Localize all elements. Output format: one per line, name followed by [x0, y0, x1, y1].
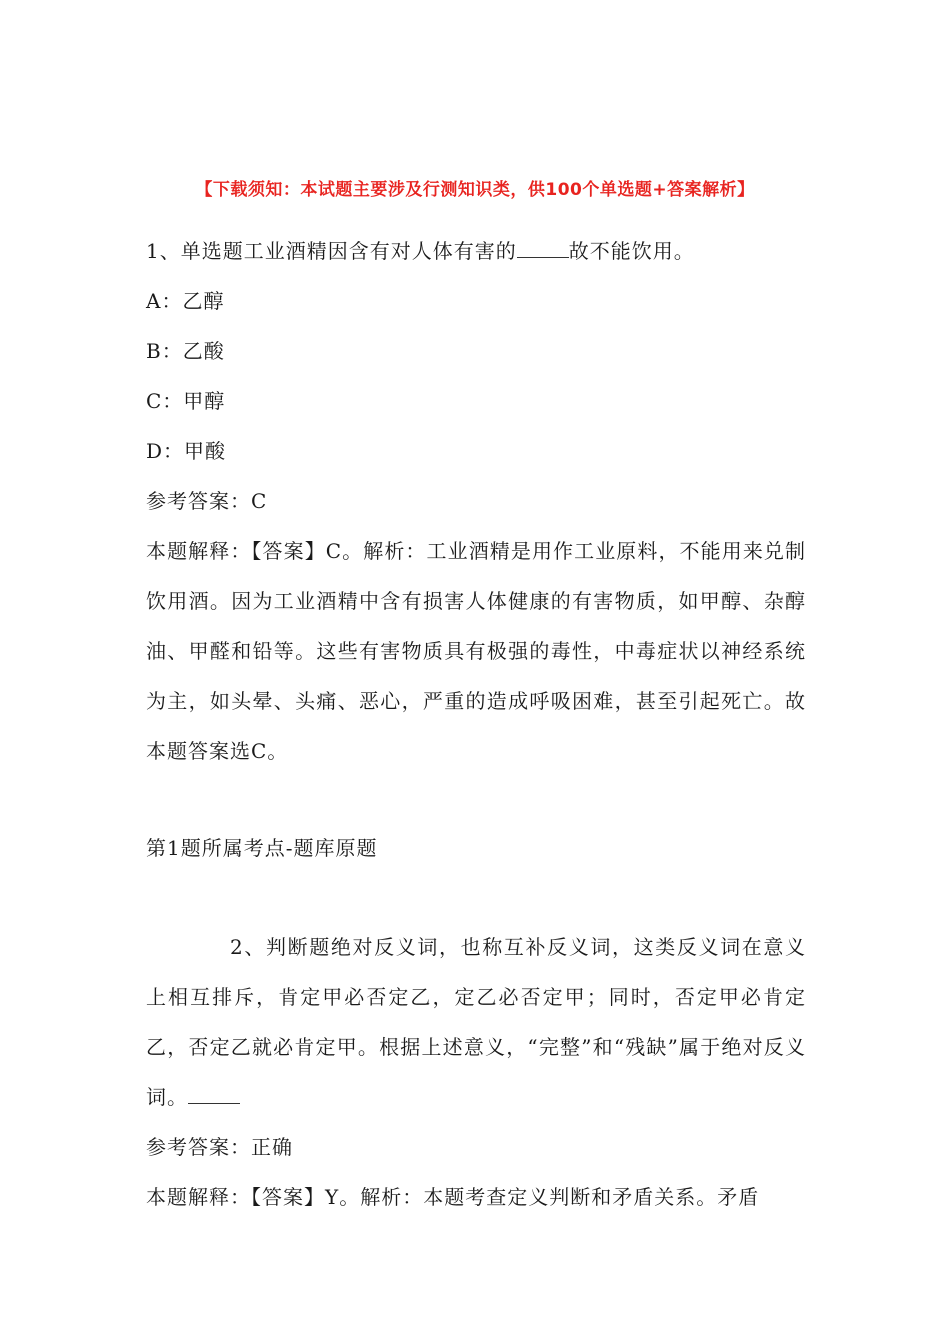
download-notice: 【下载须知：本试题主要涉及行测知识类，供100个单选题+答案解析】 [195, 180, 755, 200]
option-c: C：甲醇 [146, 389, 226, 413]
question-1-topic: 第1题所属考点-题库原题 [146, 836, 378, 860]
question-2-answer: 参考答案：正确 [146, 1135, 293, 1159]
question-2-stem: 2、判断题绝对反义词，也称互补反义词，这类反义词在意义上相互排斥，肯定甲必否定乙，定乙必否定甲；同时，否定甲必肯定乙，否定乙就必肯定甲。根据上述意义，“完整”和“残缺”属于绝对反义词。 [146, 935, 806, 1109]
question-1-stem: 1、单选题工业酒精因含有对人体有害的 故不能饮用。 [146, 226, 806, 276]
option-b: B：乙酸 [146, 339, 225, 363]
option-d: D：甲酸 [146, 439, 227, 463]
option-a: A：乙醇 [146, 289, 225, 313]
question-1-topic-block [146, 823, 806, 873]
answer-blank [188, 1081, 240, 1104]
question-2-explanation: 本题解释：【答案】Y。解析：本题考查定义判断和矛盾关系。矛盾 [146, 1185, 760, 1209]
answer-blank [517, 235, 569, 258]
question-1 [146, 226, 806, 776]
question-1-answer: 参考答案：C [146, 489, 268, 513]
question-2 [146, 922, 806, 1222]
question-1-explanation: 本题解释：【答案】C。解析：工业酒精是用作工业原料，不能用来兑制饮用酒。因为工业酒精中含有损害人体健康的有害物质，如甲醇、杂醇油、甲醛和铅等。这些有害物质具有极强的毒性，中毒症状以神经系统为主，如头晕、头痛、恶心，严重的造成呼吸困难，甚至引起死亡。故本题答案选C。 [146, 539, 806, 763]
